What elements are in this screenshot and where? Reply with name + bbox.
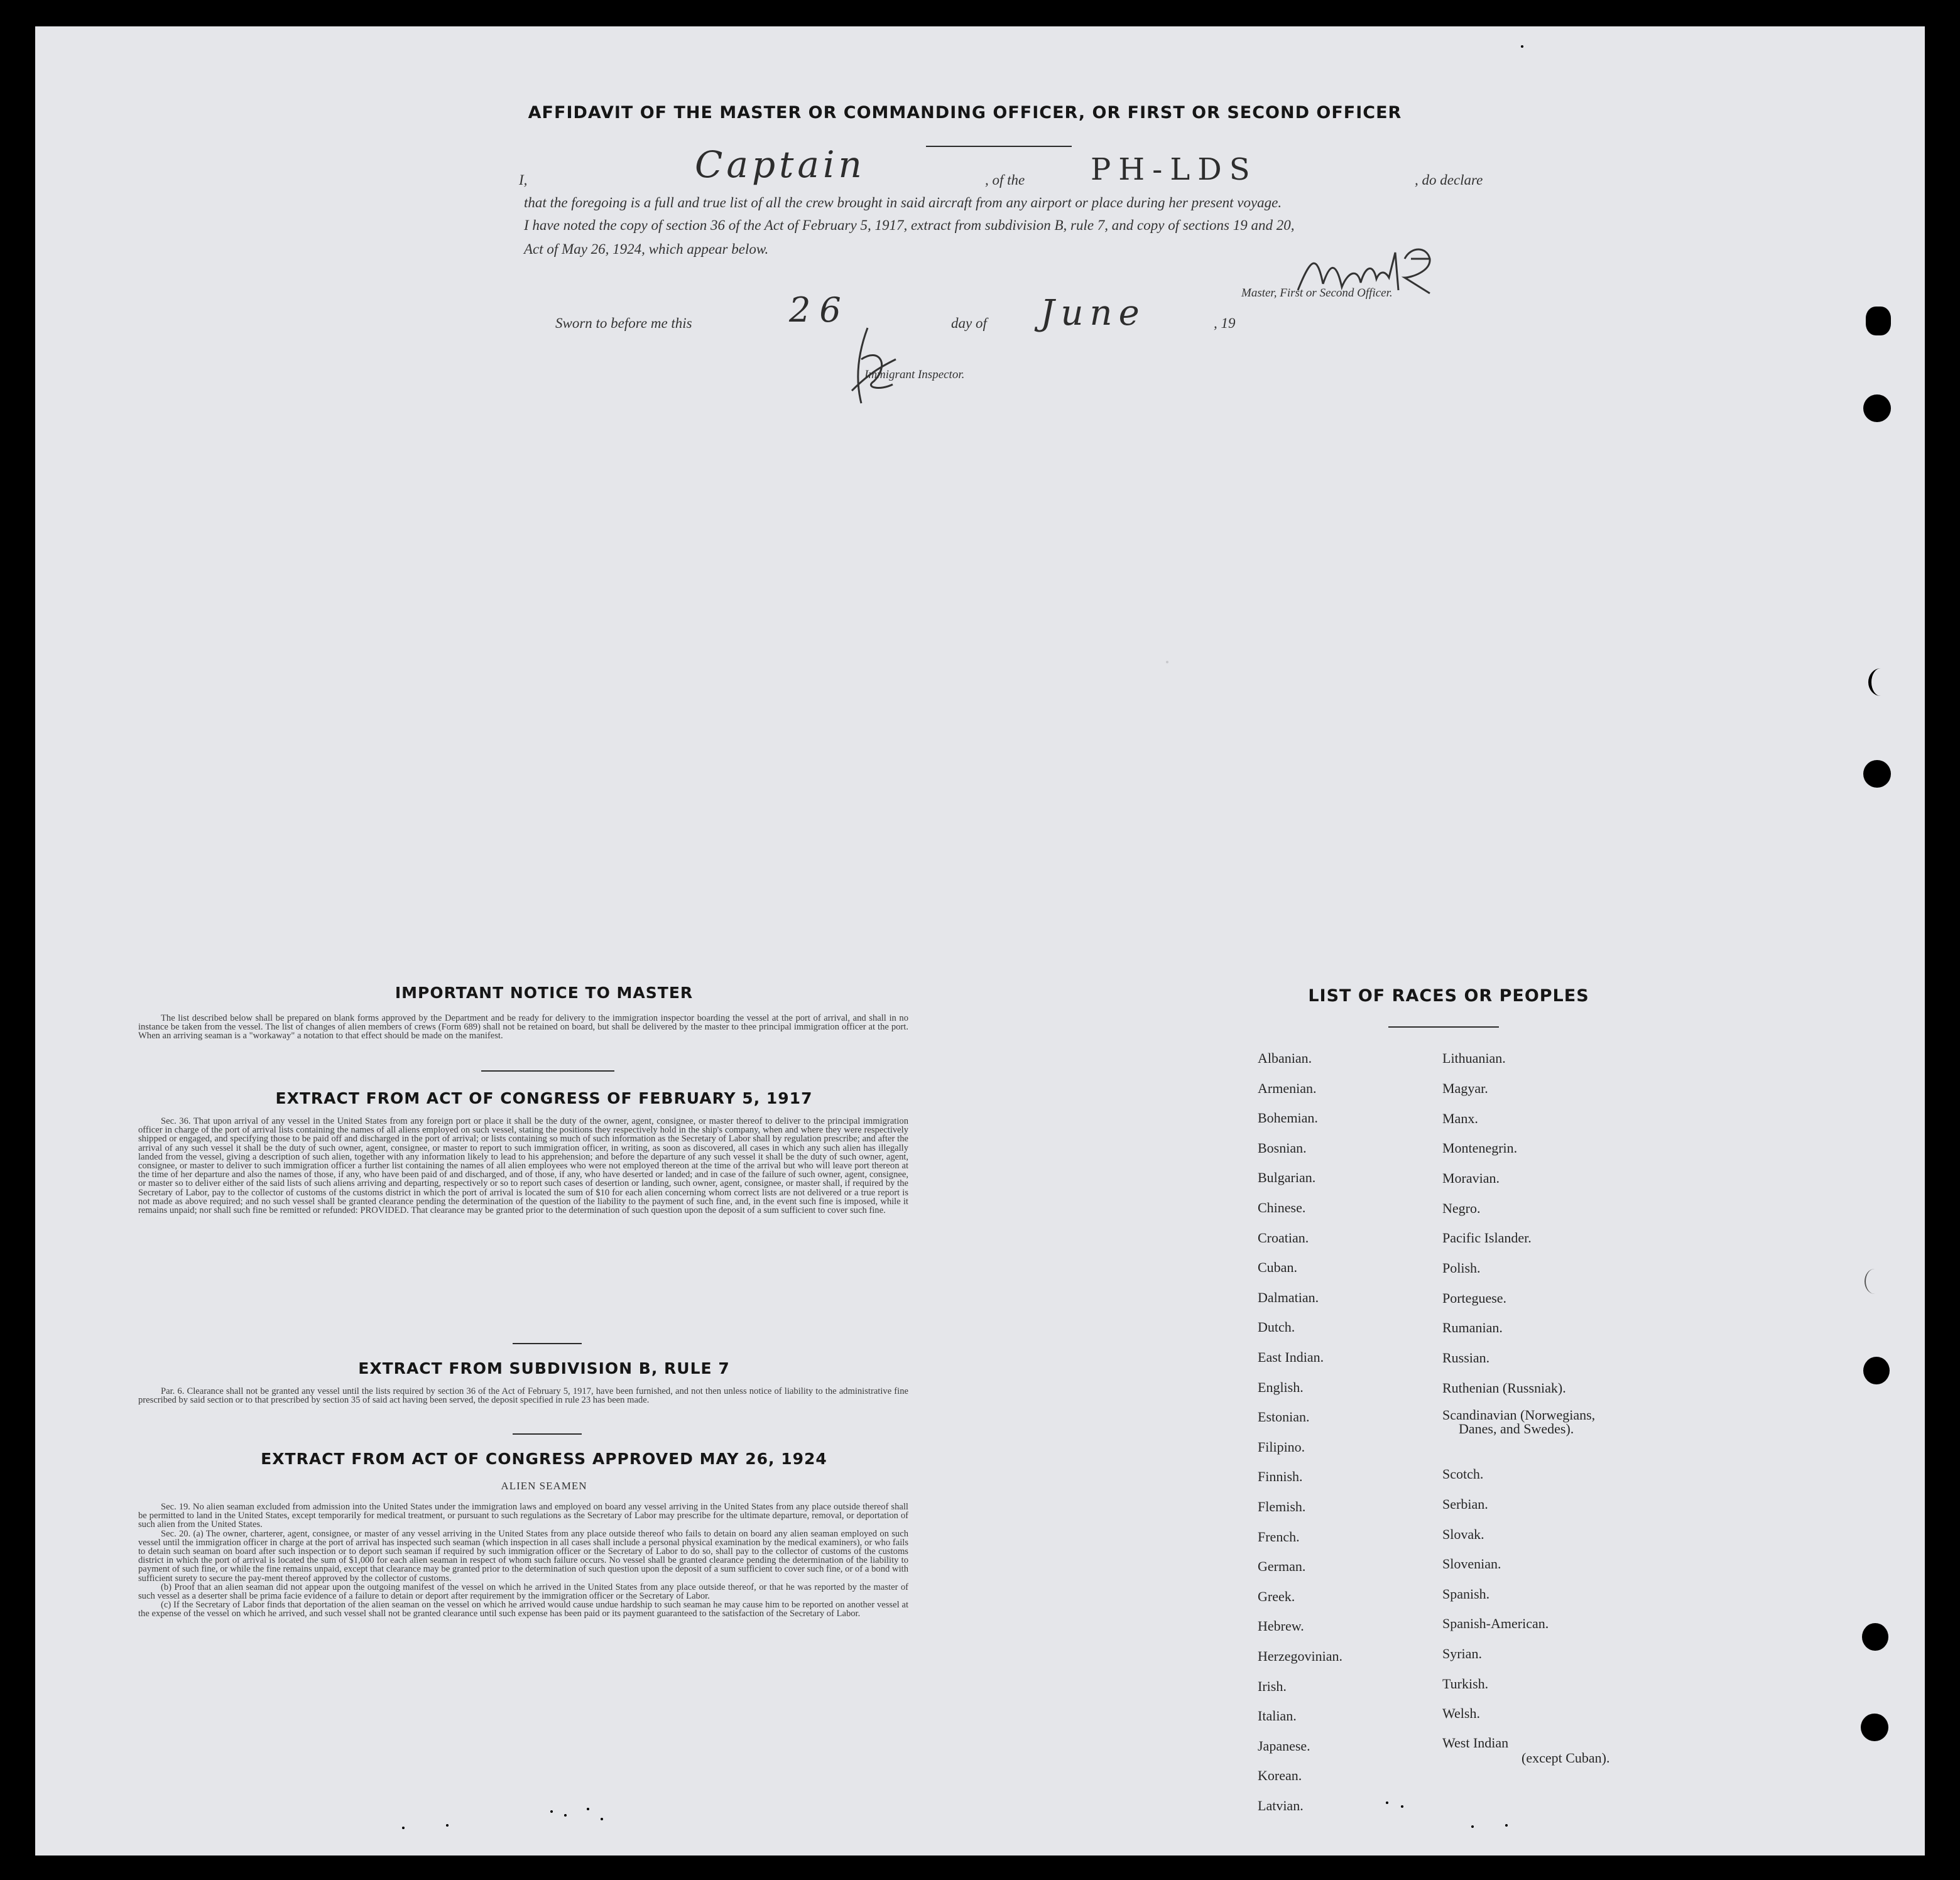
affidavit-line-4: Act of May 26, 1924, which appear below. — [524, 241, 769, 257]
sec-36-paragraph: Sec. 36. That upon arrival of any vessel in the United States from any foreign port or place it shall be the duty of the owner, agent, consignee, or master thereof to deliver to the principal immigration officer in charge of the port of arrival lists containing the names of all aliens employed on such vessel, stating the positions they respectively hold in the ship's company, when and where they were respectively shipped or engaged, and specifying those to be paid off and discharged in the port of arrival; or lists containing so much of such information as the Secretary of Labor shall by regulation prescribe; and after the arrival of any such vessel it shall be the duty of such owner, agent, consignee, or master to report to such immigration officer, in writing, as soon as discovered, all cases in which any such alien has illegally landed from the vessel, giving a description of such alien, together with any information likely to lead to his apprehension; and before the departure of any such vessel it shall be the duty of such owner, agent, consignee, or master to deliver to such immigration officer a further list containing the names of all alien employees who were not employed thereon at the time of the arrival but who will leave port thereon at the time of her departure and also the names of those, if any, who have been paid of and discharged, and of those, if any, who have deserted or landed; and in case of the failure of such owner, agent, consignee, or master so to deliver either of the said lists of such aliens arriving and departing, respectively or so to report such cases of desertion or landing, such owner, agent, consignee, or master shall, if required by the Secretary of Labor, pay to the collector of customs of the customs district in which the port of arrival is located the sum of $10 for each alien concerning whom correct lists are not delivered or a true report is not made as above required; and no such vessel shall be granted clearance pending the determination of the question of the liability to the payment of such fine, and, in the event such fine is imposed, while it remains unpaid; nor shall such fine be remitted or refunded: PROVIDED. That clearance may be granted prior to the determination of such question upon the deposit of a sum sufficient to cover such fine. — [138, 1116, 908, 1216]
i-label: I, — [519, 172, 528, 188]
speck — [1166, 661, 1168, 663]
alien-seamen-subtitle: ALIEN SEAMEN — [501, 1480, 587, 1492]
race-item: Rumanian. — [1442, 1320, 1503, 1335]
speck — [1401, 1805, 1403, 1808]
speck — [1471, 1825, 1474, 1828]
race-item: Bulgarian. — [1258, 1170, 1316, 1186]
extract-1917-rule — [513, 1343, 582, 1344]
sec-20a-paragraph: Sec. 20. (a) The owner, charterer, agent, consignee, or master of any vessel arriving in the United States from any place outside thereof who fails to detain on board any alien seaman employed on such vessel until the immigration officer in charge at the port of arrival has inspected such seaman (which inspection in all cases shall include a personal physical examination by the medical examiners), or who fails to detain such seaman on board after such inspection or to deport such seaman if required by such immigration officer or the Secretary of Labor to do so, shall pay to the collector of customs of the customs district in which the port of arrival is located the sum of $1,000 for each alien seaman in respect of whom such failure occurs. No vessel shall be granted clearance pending the determination of the liability to payment of such fine, or while the fine remains unpaid, except that clearance may be granted prior to the determination of such question upon the deposit of a sum sufficient to cover such fine, or of a bond with sufficient surety to secure the pay-ment thereof approved by the collector of customs. — [138, 1528, 908, 1584]
speck — [564, 1814, 567, 1817]
affidavit-title-rule — [926, 146, 1072, 147]
race-item: Moravian. — [1442, 1170, 1500, 1186]
subdivision-body — [138, 1387, 908, 1405]
par-6-paragraph: Par. 6. Clearance shall not be granted any vessel until the lists required by section 36 of the Act of February 5, 1917, have been furnished, and not then unless notice of liability to the administrative fine prescribed by said section or to that prescribed by section 35 of said act having been served, the deposit specified in rule 23 has been made. — [138, 1386, 908, 1406]
races-title: LIST OF RACES OR PEOPLES — [1308, 986, 1589, 1006]
affidavit-line-3: I have noted the copy of section 36 of the Act of February 5, 1917, extract from subdivision B, rule 7, and copy of sections 19 and 20, — [524, 217, 1295, 233]
race-item: English. — [1258, 1379, 1304, 1395]
do-declare-label: , do declare — [1415, 172, 1483, 188]
binder-hole-partial — [1868, 668, 1893, 696]
speck — [1386, 1801, 1388, 1804]
notice-title: IMPORTANT NOTICE TO MASTER — [395, 984, 694, 1002]
day-of-label: day of — [951, 315, 987, 331]
subdivision-title: EXTRACT FROM SUBDIVISION B, RULE 7 — [358, 1359, 730, 1377]
race-item: Herzegovinian. — [1258, 1648, 1342, 1664]
race-item: Manx. — [1442, 1111, 1478, 1126]
race-item: Flemish. — [1258, 1499, 1306, 1514]
race-item: Estonian. — [1258, 1409, 1310, 1425]
race-item: Italian. — [1258, 1708, 1297, 1724]
race-item: Filipino. — [1258, 1438, 1305, 1455]
speck — [446, 1824, 449, 1827]
race-item: German. — [1258, 1558, 1306, 1575]
day-handwritten: 26 — [789, 290, 850, 330]
sec-20c-paragraph: (c) If the Secretary of Labor finds that deportation of the alien seaman on the vessel on which he arrived would cause undue hardship to such seaman he may cause him to be reported on another vessel at the expense of the vessel on which he arrived, and such vessel shall not be granted clearance until such expense has been paid or its payment guaranteed to the satisfaction of the Secretary of Labor. — [138, 1600, 908, 1619]
binder-hole — [1861, 1714, 1888, 1741]
notice-body — [138, 1014, 908, 1041]
inspector-initials — [846, 322, 902, 410]
race-item: Finnish. — [1258, 1469, 1303, 1485]
race-item: Dalmatian. — [1258, 1289, 1319, 1305]
year-label: , 19 — [1214, 315, 1236, 331]
race-item: West Indian — [1442, 1735, 1509, 1751]
speck — [402, 1827, 405, 1829]
race-item: Turkish. — [1442, 1676, 1489, 1692]
aircraft-registration-handwritten: PH-LDS — [1091, 152, 1258, 187]
race-item: French. — [1258, 1528, 1300, 1545]
race-item: Montenegrin. — [1442, 1140, 1518, 1156]
race-item: Spanish. — [1442, 1586, 1490, 1602]
race-item: Dutch. — [1258, 1319, 1295, 1335]
race-item: Cuban. — [1258, 1259, 1297, 1276]
officer-rank-handwritten: Captain — [695, 143, 866, 186]
race-item: East Indian. — [1258, 1349, 1324, 1365]
race-item: Japanese. — [1258, 1737, 1310, 1754]
race-item: Armenian. — [1258, 1080, 1317, 1096]
race-item: Lithuanian. — [1442, 1050, 1506, 1066]
of-the-label: , of the — [985, 172, 1025, 188]
race-item: Welsh. — [1442, 1705, 1480, 1721]
race-item: Croatian. — [1258, 1229, 1309, 1246]
notice-paragraph: The list described below shall be prepared on blank forms approved by the Department and be ready for delivery to the immigration inspector boarding the vessel at the port of arrival, and shall in no instance be taken from the vessel. The list of changes of alien members of crews (Form 689) shall not be retained on board, but shall be delivered by the master to thee principal immigration officer at the port. When an arriving seaman is a "workaway" a notation to that effect should be made on the manifest. — [138, 1013, 908, 1041]
race-item: Polish. — [1442, 1260, 1481, 1276]
sec-19-paragraph: Sec. 19. No alien seaman excluded from admission into the United States under the immigration laws and employed on board any vessel arriving in the United States from any place outside thereof shall be permitted to land in the United States, except temporarily for medical treatment, or pursuant to such regulations as the Secretary of Labor may prescribe for the ultimate departure, removal, or deportation of such alien from the United States. — [138, 1502, 908, 1530]
binder-hole — [1863, 394, 1891, 422]
race-item: Greek. — [1258, 1588, 1295, 1604]
speck — [601, 1818, 603, 1820]
race-item: Russian. — [1442, 1350, 1490, 1366]
extract-1917-title: EXTRACT FROM ACT OF CONGRESS OF FEBRUARY 5, 1917 — [275, 1089, 813, 1107]
race-item: Slovak. — [1442, 1526, 1484, 1542]
race-item: Ruthenian (Russniak). — [1442, 1380, 1566, 1396]
race-item: Slovenian. — [1442, 1556, 1501, 1572]
race-item: Spanish-American. — [1442, 1616, 1549, 1631]
west-indian-continuation: (except Cuban). — [1522, 1750, 1610, 1766]
race-item: Latvian. — [1258, 1798, 1304, 1813]
race-item: Bosnian. — [1258, 1139, 1307, 1156]
affidavit-title: AFFIDAVIT OF THE MASTER OR COMMANDING OFFICER, OR FIRST OR SECOND OFFICER — [528, 103, 1402, 122]
race-item: Pacific Islander. — [1442, 1230, 1532, 1246]
race-item: Bohemian. — [1258, 1110, 1318, 1126]
month-handwritten: June — [1040, 293, 1146, 334]
scandinavian-continuation: Danes, and Swedes). — [1459, 1421, 1574, 1437]
binder-hole-partial — [1865, 1269, 1885, 1294]
race-item: Chinese. — [1258, 1200, 1306, 1215]
extract-1924-body — [138, 1502, 908, 1619]
extract-1917-body — [138, 1117, 908, 1215]
binder-hole — [1862, 1623, 1888, 1651]
race-item: Syrian. — [1442, 1646, 1482, 1661]
race-item: Magyar. — [1442, 1080, 1488, 1096]
binder-hole — [1863, 760, 1891, 788]
sec-20b-paragraph: (b) Proof that an alien seaman did not appear upon the outgoing manifest of the vessel on which he arrived in the United States from any place outside thereof, or that he was reported by the master of such vessel as a deserter shall be prima facie evidence of a failure to detain or deport after requirement by the immigration officer or the Secretary of Labor. — [138, 1582, 908, 1602]
race-item: Irish. — [1258, 1678, 1287, 1694]
race-item: Hebrew. — [1258, 1618, 1304, 1634]
race-item: Serbian. — [1442, 1496, 1488, 1512]
races-title-rule — [1388, 1026, 1499, 1028]
document-page — [35, 26, 1925, 1856]
speck — [587, 1808, 589, 1810]
race-item: Albanian. — [1258, 1050, 1312, 1066]
subdivision-rule — [513, 1433, 582, 1435]
notice-rule — [481, 1070, 614, 1072]
sworn-label: Sworn to before me this — [555, 315, 692, 331]
inspector-caption: Immigrant Inspector. — [864, 368, 965, 381]
officer-caption: Master, First or Second Officer. — [1241, 286, 1393, 300]
extract-1924-title: EXTRACT FROM ACT OF CONGRESS APPROVED MAY 26, 1924 — [261, 1450, 827, 1468]
affidavit-line-2: that the foregoing is a full and true list of all the crew brought in said aircraft from any airport or place during her present voyage. — [524, 195, 1282, 210]
race-item: Scotch. — [1442, 1466, 1484, 1482]
race-item: Korean. — [1258, 1768, 1302, 1784]
speck — [550, 1810, 553, 1813]
race-item: Porteguese. — [1442, 1290, 1507, 1306]
race-item: Negro. — [1442, 1200, 1481, 1216]
speck — [1521, 45, 1523, 48]
race-item: Scandinavian (Norwegians, — [1442, 1407, 1596, 1423]
binder-hole — [1863, 1357, 1890, 1384]
speck — [1505, 1824, 1508, 1827]
binder-hole — [1866, 307, 1891, 335]
